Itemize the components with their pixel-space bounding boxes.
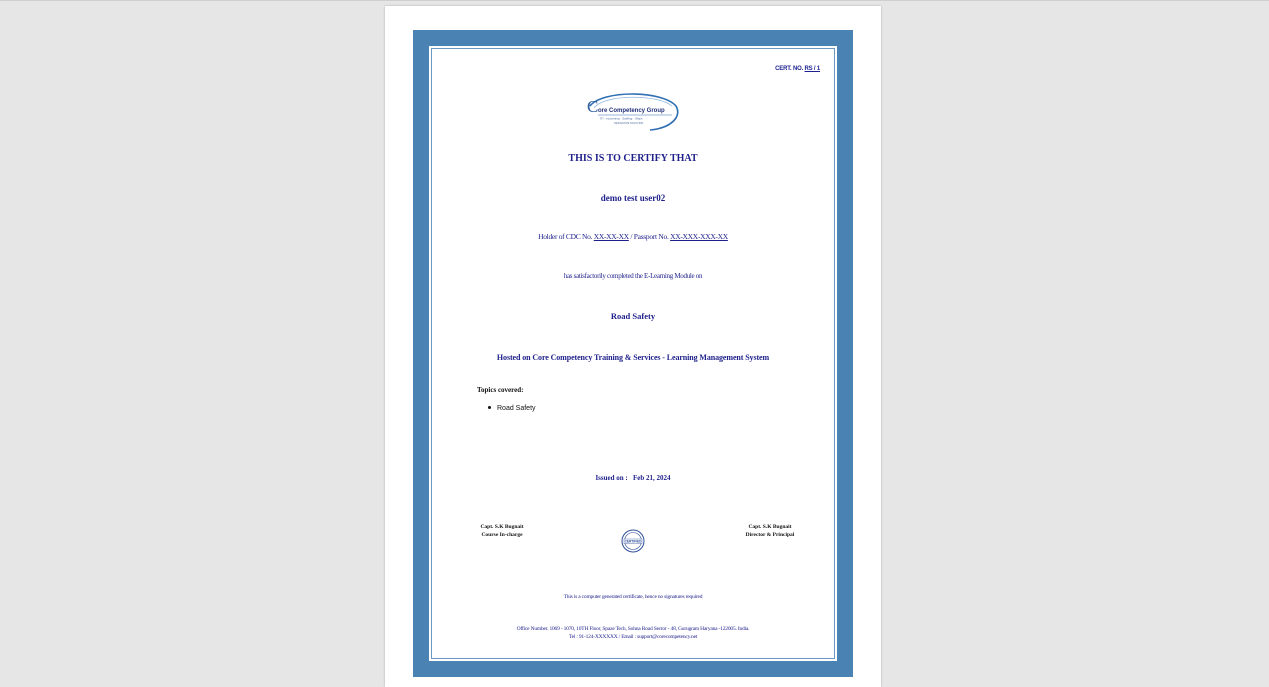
topics-label: Topics covered:: [477, 386, 524, 394]
core-competency-logo: [584, 88, 684, 134]
certify-heading: THIS IS TO CERTIFY THAT: [568, 153, 698, 164]
office-address: [432, 625, 834, 641]
holder-line: [432, 232, 834, 241]
issued-date: Feb 21, 2024: [633, 474, 671, 482]
logo-initial: C: [587, 97, 599, 116]
passport-label: / Passport No.: [630, 232, 669, 241]
topic-label: Road Safety: [497, 405, 536, 412]
cert-number-value: RS / 1: [804, 66, 820, 72]
issued-label: Issued on :: [595, 474, 628, 482]
holder-prefix: Holder of CDC No.: [538, 232, 593, 241]
recipient-name: demo test user02: [600, 193, 666, 203]
certificate-body: [429, 46, 837, 661]
viewer-top-border: [0, 0, 1269, 1]
computer-generated-note: This is a computer generated certificate, hence no signatures required: [563, 594, 703, 600]
official-seal-icon: [621, 529, 645, 553]
completion-text: has satisfactorily completed the E-Learning Module on: [563, 272, 703, 280]
address-line-2: Tel : 91-124-XXXXXX / Email : support@corecompetency.net: [568, 634, 698, 640]
certificate-page: [385, 6, 881, 687]
bullet-icon: [488, 406, 491, 409]
signatory-left-title: Course In-charge: [481, 532, 523, 538]
signatory-left: [472, 523, 532, 539]
topic-item: [488, 405, 536, 412]
signatory-right-name: Capt. S.K Bugnait: [748, 524, 792, 530]
cdc-number: XX-XX-XX: [593, 232, 629, 241]
issued-line: [432, 474, 834, 482]
cert-number: [775, 66, 820, 72]
inner-border: [431, 48, 835, 659]
logo-wordmark: ore Competency Group: [598, 108, 665, 114]
logo-tagline: ITI · eLearning · Staffing · Ships: [600, 116, 643, 121]
signatory-right-title: Director & Principal: [745, 532, 795, 538]
hosted-text: Hosted on Core Competency Training & Services - Learning Management System: [496, 353, 770, 362]
seal-text: CERTIFIED: [624, 539, 642, 544]
course-name: Road Safety: [610, 311, 656, 321]
cert-number-label: CERT. NO.: [775, 66, 804, 72]
certificate-border: [413, 30, 853, 677]
signatory-right: [734, 523, 806, 539]
signatory-left-name: Capt. S.K Bugnait: [480, 524, 524, 530]
address-line-1: Office Number. 1069 - 1070, 10TH Floor, Spaze Tech, Sohna Road Sector - 48, Gurugram Haryana -122005. India.: [516, 626, 750, 632]
passport-number: XX-XXX-XXX-XX: [670, 232, 728, 241]
logo-subtag: INNOVATIVE SOLUTION: [614, 122, 644, 125]
